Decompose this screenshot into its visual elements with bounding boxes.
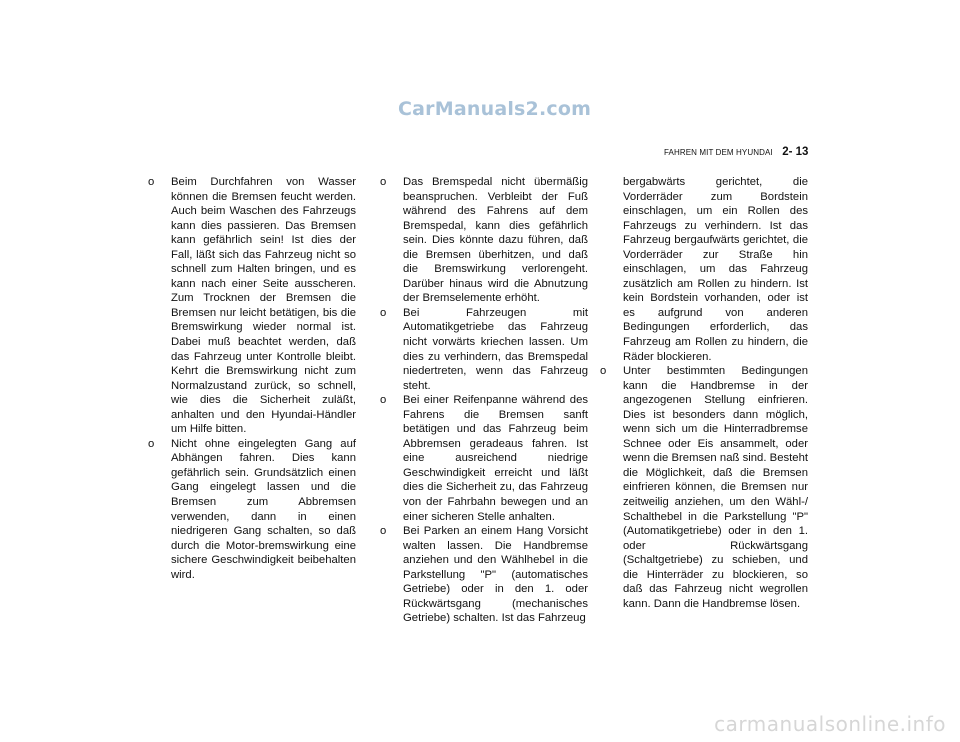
list-item-text: Unter bestimmten Bedingungen kann die Handbremse in der angezogenen Stellung einfrieren. Dies ist besonders dann möglich, wenn sich um die Hinterradbremse Schnee oder Eis ansammelt, oder wenn die Bremsen naß sind. Besteht die Möglichkeit, daß die Bremsen einfrieren können, die Bremsen nur zeitweilig anziehen, um den Wähl-/ Schalthebel in die Parkstellung "P" (Automatikgetriebe) oder in den 1. oder Rückwärtsgang (Schaltgetriebe) zu schieben, und die Hinterräder zu blockieren, so daß das Fahrzeug nicht wegrollen kann. Dann die Handbremse lösen. xyxy=(623,365,808,610)
running-header xyxy=(664,142,808,160)
list-item xyxy=(148,437,356,582)
list-item xyxy=(148,175,356,437)
text-column-2 xyxy=(380,175,588,626)
list-item-text: Bei einer Reifenpanne während des Fahrens die Bremsen sanft betätigen und das Fahrzeug beim Abbremsen geradeaus fahren. Ist eine ausreichend niedrige Geschwindigkeit erreicht und läßt dies die Sicherheit zu, das Fahrzeug von der Fahrbahn bewegen und an einer sicheren Stelle anhalten. xyxy=(403,394,588,523)
list-item xyxy=(380,393,588,524)
list-item-text: Das Bremspedal nicht übermäßig beanspruchen. Verbleibt der Fuß während des Fahrens auf dem Bremspedal, kann dies gefährlich sein. Dies könnte dazu führen, daß die Bremsen überhitzen, und daß die Bremswirkung verlorengeht. Darüber hinaus wird die Abnutzung der Bremselemente erhöht. xyxy=(403,176,588,305)
text-column-1 xyxy=(148,175,356,582)
site-watermark-bottom: carmanualsonline.info xyxy=(714,712,946,736)
page-number: 2- 13 xyxy=(782,146,809,158)
list-item-text: Beim Durchfahren von Wasser können die Bremsen feucht werden. Auch beim Waschen des Fahrzeugs kann dies passieren. Das Bremsen kann gefährlich sein! Ist dies der Fall, läßt sich das Fahrzeug nicht so schnell zum Halten bringen, und es kann nach einer Seite ausscheren. Zum Trocknen der Bremsen die Bremsen nur leicht betätigen, bis die Bremswirkung wieder normal ist. Dabei muß beachtet werden, daß das Fahrzeug unter Kontrolle bleibt. Kehrt die Bremswirkung nicht zum Normalzustand zurück, so schnell, wie dies die Sicherheit zuläßt, anhalten und den Hyundai-Händler um Hilfe bitten. xyxy=(171,176,356,436)
list-item xyxy=(600,364,808,611)
text-column-3 xyxy=(600,175,808,611)
list-item-text: Bei Parken an einem Hang Vorsicht walten lassen. Die Handbremse anziehen und den Wählhebel in die Parkstellung "P" (automatisches Getriebe) oder in den 1. oder Rückwärtsgang (mechanisches Getriebe) schalten. Ist das Fahrzeug xyxy=(403,525,588,625)
bullet-marker: o xyxy=(600,365,607,378)
site-watermark-top: CarManuals2.com xyxy=(398,98,592,120)
list-item-text: Bei Fahrzeugen mit Automatikgetriebe das Fahrzeug nicht vorwärts kriechen lassen. Um dies zu verhindern, das Bremspedal niedertreten, wenn das Fahrzeug steht. xyxy=(403,306,588,392)
bullet-marker: o xyxy=(148,176,155,188)
list-item xyxy=(380,175,588,306)
bullet-marker: o xyxy=(380,176,387,188)
section-title: FAHREN MIT DEM HYUNDAI xyxy=(664,148,773,157)
bullet-marker: o xyxy=(380,525,387,538)
bullet-marker: o xyxy=(380,394,387,407)
list-item xyxy=(380,524,588,626)
continued-paragraph: bergabwärts gerichtet, die Vorderräder zum Bordstein einschlagen, um ein Rollen des Fahrzeugs zu verhindern. Ist das Fahrzeug bergaufwärts gerichtet, die Vorderräder zur Straße hin einschlagen, um das Fahrzeug zusätzlich am Rollen zu hindern. Ist kein Bordstein vorhanden, oder ist es aufgrund von anderen Bedingungen erforderlich, das Fahrzeug am Rollen zu hindern, die Räder blockieren. xyxy=(623,176,808,363)
list-item-text: Nicht ohne eingelegten Gang auf Abhängen fahren. Dies kann gefährlich sein. Grundsätzlich einen Gang eingelegt lassen und die Bremsen zum Abbremsen verwenden, dann in einen niedrigeren Gang schalten, so daß durch die Motor-bremswirkung eine sichere Geschwindigkeit beibehalten wird. xyxy=(171,437,356,581)
bullet-marker: o xyxy=(380,306,387,319)
bullet-marker: o xyxy=(148,437,155,450)
list-item xyxy=(380,306,588,393)
